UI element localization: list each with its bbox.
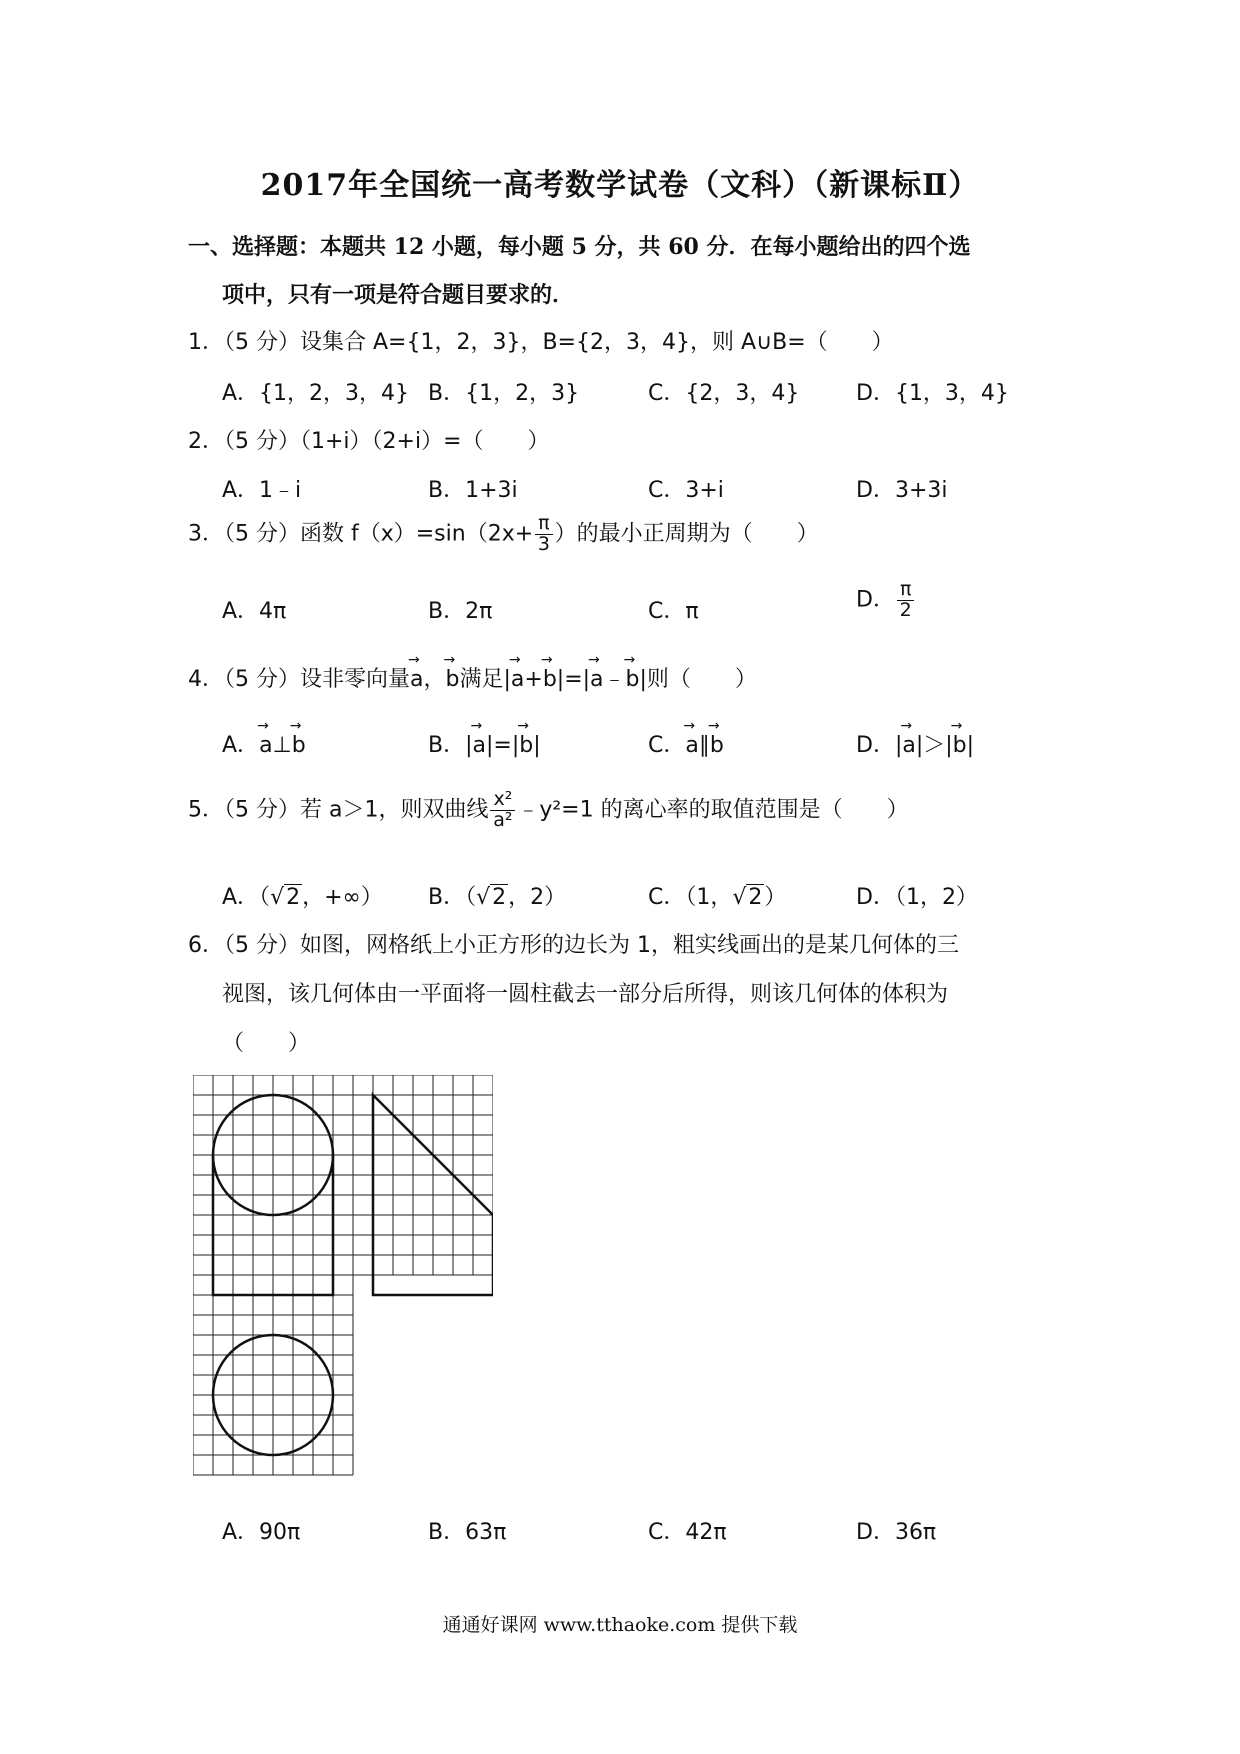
q4-opt-a-vec-b: → b — [292, 733, 306, 758]
q4-opt-c-mid: ∥ — [698, 733, 710, 758]
q5-opt-a-sqrt: √2 — [270, 885, 301, 910]
q5-opt-c-pre: C．（1， — [648, 885, 733, 910]
q5-fraction — [490, 790, 515, 831]
q6-option-c[interactable]: C．42π — [648, 1520, 727, 1545]
q6-option-d[interactable]: D．36π — [856, 1520, 937, 1545]
q4-vector-a: → a — [410, 667, 423, 692]
q5-opt-c-post: ） — [764, 885, 787, 910]
q3-option-a[interactable]: A．4π — [222, 599, 287, 624]
q4-opt-c-vec-a: → a — [685, 733, 698, 758]
q4-opt-c-vec-b: → b — [710, 733, 724, 758]
q4-option-c[interactable] — [648, 728, 724, 759]
q4-opt-b-label: B．| — [428, 733, 473, 758]
q3-option-d-fraction — [897, 580, 914, 621]
q4-opt-d-end: | — [966, 733, 975, 758]
page-footer: 通通好课网 www.tthaoke.com 提供下载 — [442, 1614, 798, 1636]
q2-option-d[interactable]: D．3+3i — [856, 478, 948, 503]
q3-option-c[interactable]: C．π — [648, 599, 699, 624]
q3-option-d[interactable] — [856, 580, 916, 621]
q3-option-d-num: π — [897, 580, 914, 601]
q4-opt-d-mid: |＞| — [915, 733, 953, 758]
q4-option-d[interactable] — [856, 728, 974, 759]
q5-frac-num: x² — [490, 790, 515, 811]
section-heading-line1: 一、选择题：本题共 12 小题，每小题 5 分，共 60 分．在每小题给出的四个选 — [188, 234, 971, 260]
q2-option-a[interactable]: A．1﹣i — [222, 478, 302, 503]
three-view-figure — [193, 1075, 493, 1483]
q5-opt-a-radicand: 2 — [286, 885, 301, 910]
q4-opt-d-label: D．| — [856, 733, 903, 758]
q5-opt-b-post: ，2） — [508, 885, 567, 910]
page-title: 2017年全国统一高考数学试卷（文科）（新课标Ⅱ） — [260, 168, 980, 203]
q1-option-b[interactable]: B．{1，2，3} — [428, 381, 580, 406]
q1-option-c[interactable]: C．{2，3，4} — [648, 381, 800, 406]
q1-option-a[interactable]: A．{1，2，3，4} — [222, 381, 410, 406]
q4-opt-a-label: A． — [222, 733, 260, 758]
q4-opt-c-label: C． — [648, 733, 686, 758]
q4-opt-b-end: | — [533, 733, 541, 758]
q6-option-a[interactable]: A．90π — [222, 1520, 301, 1545]
q2-option-c[interactable]: C．3+i — [648, 478, 724, 503]
question-2-stem: 2．（5 分）（1+i）（2+i）=（ ） — [188, 429, 550, 454]
q3-option-d-label: D． — [856, 587, 895, 613]
q5-stem-pre: 5．（5 分）若 a＞1，则双曲线 — [188, 797, 489, 823]
q5-opt-a-post: ，+∞） — [302, 885, 383, 910]
q1-option-d[interactable]: D．{1，3，4} — [856, 381, 1009, 406]
q3-stem-pre: 3．（5 分）函数 f（x）=sin（2x+ — [188, 521, 534, 547]
q4-stem-c: + — [524, 667, 543, 692]
q5-opt-c-sqrt: √2 — [732, 885, 763, 910]
q4-opt-b-vec-b: → b — [519, 733, 533, 758]
q4-stem-b: 满足| — [459, 667, 511, 692]
question-5-stem — [188, 790, 909, 831]
q4-stem-d: |=| — [556, 667, 591, 692]
q4-opt-b-mid: |=| — [486, 733, 520, 758]
q4-stem-a: 4．（5 分）设非零向量 — [188, 667, 410, 692]
q5-option-c[interactable] — [648, 880, 786, 911]
q4-option-a[interactable] — [222, 728, 306, 759]
q4-stem-f: |则（ ） — [639, 667, 757, 692]
q3-frac-den: 3 — [537, 532, 550, 555]
q3-option-b[interactable]: B．2π — [428, 599, 493, 624]
q4-stem-e: ﹣ — [603, 667, 626, 692]
q3-stem-post: ）的最小正周期为（ ） — [554, 521, 819, 547]
q3-option-d-den: 2 — [899, 598, 912, 621]
q4-option-b[interactable] — [428, 728, 541, 759]
q3-frac-num: π — [535, 514, 552, 535]
q5-frac-den: a² — [493, 808, 513, 831]
question-3-stem — [188, 514, 819, 555]
question-4-stem — [188, 662, 757, 693]
q4-opt-a-mid: ⊥ — [272, 733, 292, 758]
q5-stem-post: ﹣y²=1 的离心率的取值范围是（ ） — [517, 797, 909, 823]
q4-opt-d-vec-b: → b — [953, 733, 967, 758]
q4-vector-b3: → b — [626, 667, 640, 692]
question-6-line3: （ ） — [222, 1031, 311, 1056]
q5-opt-c-radicand: 2 — [748, 885, 763, 910]
q4-opt-a-vec-a: → a — [259, 733, 272, 758]
q4-opt-d-vec-a: → a — [902, 733, 915, 758]
q4-opt-b-vec-a: → a — [473, 733, 486, 758]
q4-vector-b: → b — [446, 667, 460, 692]
q2-option-b[interactable]: B．1+3i — [428, 478, 518, 503]
question-6-line1: 6．（5 分）如图，网格纸上小正方形的边长为 1，粗实线画出的是某几何体的三 — [188, 933, 959, 958]
q5-option-b[interactable] — [428, 880, 566, 911]
q3-fraction — [535, 514, 552, 555]
q4-sep: ， — [423, 667, 446, 692]
question-6-line2: 视图，该几何体由一平面将一圆柱截去一部分后所得，则该几何体的体积为 — [222, 982, 949, 1007]
q4-vector-b2: → b — [543, 667, 557, 692]
q4-vector-a3: → a — [590, 667, 603, 692]
q6-option-b[interactable]: B．63π — [428, 1520, 507, 1545]
q5-option-d[interactable]: D．（1，2） — [856, 885, 978, 910]
q4-vector-a2: → a — [511, 667, 524, 692]
question-1-stem: 1．（5 分）设集合 A={1，2，3}，B={2，3，4}，则 A∪B=（ ） — [188, 330, 894, 355]
q5-opt-a-pre: A．（ — [222, 885, 271, 910]
q5-opt-b-sqrt: √2 — [476, 885, 507, 910]
q5-option-a[interactable] — [222, 880, 383, 911]
section-heading-line2: 项中，只有一项是符合题目要求的． — [222, 282, 575, 308]
q5-opt-b-radicand: 2 — [492, 885, 507, 910]
q5-opt-b-pre: B．（ — [428, 885, 477, 910]
